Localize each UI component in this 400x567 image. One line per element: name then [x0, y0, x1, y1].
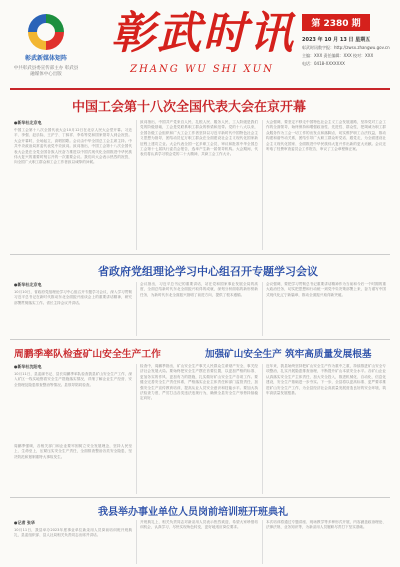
logo-icon [28, 14, 64, 50]
article-text-1c: 大会强调，要坚定不移走中国特色社会主义工会发展道路，坚持党对工会工作的全面领导，始终保持和增强政治性、先进性、群众性，把竭诚为职工群众服务作为工会一切工作的出发点和落脚点，切实维护职工合法权益，推动构建和谐劳动关系，团结引导广大职工群众听党话、跟党走，为全面建设社会主义现代化国家、全面推进中华民族伟大复兴作出新的更大贡献。会议还听取了经费审查委员会工作报告，审议了工会章程修正案。 [266, 120, 386, 152]
column-divider-5 [136, 364, 137, 494]
article-text-2c: 会议强调，要把学习贯彻总书记重要讲话精神作为当前和今后一个时期的重大政治任务，切实把思想和行动统一到党中央决策部署上来，奋力谱写中国式现代化辽宁新篇章，推动全面振兴取得新突破。 [266, 282, 386, 297]
headline-2[interactable]: 省政府党组理论学习中心组召开专题学习会议 [98, 265, 318, 278]
section-rule-1 [10, 254, 390, 255]
article-text-4: 近年来，我县始终坚持把矿山安全生产作为重中之重，持续推进矿山安全专项整治，扎实开展隐患排查治理，不断提升矿山本质安全水平。各矿山企业认真落实安全生产主体责任，加大安全投入，推进机械化、自动化、信息化建设，安全生产基础进一步夯实。下一步，全县将以更高标准、更严要求推进矿山安全生产工作，为全县经济社会高质量发展营造良好的安全环境，筑牢高质量发展根基。 [266, 364, 386, 396]
headline-3[interactable]: 周鹏季率队检查矿山安全生产工作 [14, 349, 161, 360]
meta-line-3: 电话：0418-XXXXXXX [302, 61, 345, 66]
article-text-1a: 中国工会第十八次全国代表大会10月12日在北京人民大会堂开幕。习近平、李强、赵乐际、王沪宁、丁薛祥、李希等党和国家领导人到会祝贺。大会开幕时，全场起立，高唱国歌。会议由中华全国总工会主席主持。中共中央政治局常委代表党中央致词。致词指出，中国工会第十八次全国代表大会是在全党全国各族人民奋力推进以中国式现代化全面推进中华民族伟大复兴的重要时刻召开的一次重要会议。我们向大会表示热烈的祝贺，向全国广大职工群众和工会工作者致以诚挚的问候。 [14, 128, 132, 165]
section-tag-3: ●新华社沈阳电 [14, 364, 42, 369]
masthead-rule [10, 88, 390, 90]
issue-info [302, 14, 392, 84]
issue-date: 2023 年 10 月 13 日 星期五 [302, 37, 371, 43]
article-text-2a: 10月10日，省政府党组理论学习中心组召开专题学习会议，深入学习贯彻习近平总书记在新时代推动东北全面振兴座谈会上的重要讲话精神，研究部署贯彻落实工作。省长主持会议并讲话。 [14, 290, 132, 305]
newspaper-title: 彰武时讯 [111, 8, 295, 59]
column-divider-8 [262, 520, 263, 564]
section-tag-2: ●新华社北京电 [14, 282, 42, 287]
meta-line-1: 彰武时讯数字报：http://zwsx.zhangwu.gov.cn [302, 45, 390, 50]
article-text-3b: 周鹏季强调，各相关部门和企业要牢固树立安全发展理念，坚持人民至上、生命至上，压紧压实安全生产责任，全面排查整治各类安全隐患，坚决防范和遏制重特大事故发生。 [14, 444, 132, 459]
article-text-5b: 开班典礼上，相关负责同志对新录用人员表示热烈欢迎，希望大家珍惜培训机会，认真学习，尽快实现角色转变，更好地适应岗位要求。 [140, 520, 258, 530]
headline-5[interactable]: 我县举办事业单位人员岗前培训班开班典礼 [98, 507, 288, 518]
section-tag-1: ●新华社北京电 [14, 120, 42, 125]
column-divider-3 [136, 282, 137, 336]
logo-caption: 彰武新媒体矩阵 [24, 55, 67, 62]
section-rule-2 [10, 339, 390, 340]
logo-block [12, 14, 80, 78]
article-text-5a: 10月11日，我县举办2023年度事业单位新录用人员岗前培训班开班典礼，县委组织部、县人社局相关负责同志出席并讲话。 [14, 528, 132, 538]
column-divider-1 [136, 120, 137, 250]
column-divider-6 [262, 364, 263, 494]
headline-4[interactable]: 加强矿山安全生产 筑牢高质量发展根基 [205, 349, 372, 360]
section-tag-5: ●记者 张华 [14, 520, 35, 525]
masthead [0, 0, 400, 88]
column-divider-2 [262, 120, 263, 250]
article-text-3c: 检查中，周鹏季指出，矿山安全生产事关人民群众生命财产安全，事关经济社会发展大局。要始终把安全生产摆在首要位置，以更加严格的标准、更加务实的作风、更加有力的措施，扎实做好矿山安全生产各项工作。要健全完善安全生产责任体系，严格落实企业主体责任和部门监管责任，加强安全生产宣传教育培训，提高从业人员安全意识和技能水平。要加大执法检查力度，严厉打击各类违法违规行为，确保全县安全生产形势持续稳定向好。 [140, 364, 258, 401]
newspaper-pinyin: ZHANG WU SHI XUN [130, 64, 274, 75]
article-text-3a: 10月11日，县委副书记、县长周鹏季率队检查我县矿山安全生产工作，深入矿区一线实地察看安全生产措施落实情况，详细了解企业生产经营、安全管理及隐患排查整治等情况。县领导陪同检查。 [14, 372, 132, 387]
article-text-2b: 会议指出，习近平总书记的重要讲话，站在党和国家事业发展全局的高度，全面总结新时代东北全面振兴取得的成就，深刻分析面临的新形势新任务，为新时代东北全面振兴指明了前进方向，提供了根本遵循。 [140, 282, 258, 297]
column-divider-4 [262, 282, 263, 336]
issue-number: 第 2380 期 [302, 14, 370, 31]
article-text-5c: 本次培训将通过专题讲座、现场教学等多种形式开展，内容涵盖政治理论、法律法规、业务知识等，为新录用人员履职尽责打下坚实基础。 [266, 520, 386, 530]
section-rule-3 [10, 497, 390, 498]
logo-subtitle: 中共彰武县委宣传部主办 彰武县融媒体中心出版 [13, 66, 79, 77]
column-divider-7 [136, 520, 137, 564]
headline-1[interactable]: 中国工会第十八次全国代表大会在京开幕 [72, 100, 307, 115]
article-text-1b: 致词指出，中国共产党来自人民、扎根人民、服务人民，工人阶级是我们党的阶级基础，工会是党联系职工群众的桥梁和纽带。党的十八大以来，全国各级工会组织和广大工会工作者坚持以习近平新时代中国特色社会主义思想为指导，团结动员亿万职工群众在全面建设社会主义现代化国家新征程上建功立业。大会代表全国一亿多职工会员，审议和批准中华全国总工会第十七届执行委员会报告，选举产生新一届领导机构。大会期间，代表们将认真学习领会党的二十大精神，共商工会工作大计。 [140, 120, 258, 157]
meta-line-2: 主编：XXX 责任编辑：XXX 校对：XXX [302, 53, 374, 58]
